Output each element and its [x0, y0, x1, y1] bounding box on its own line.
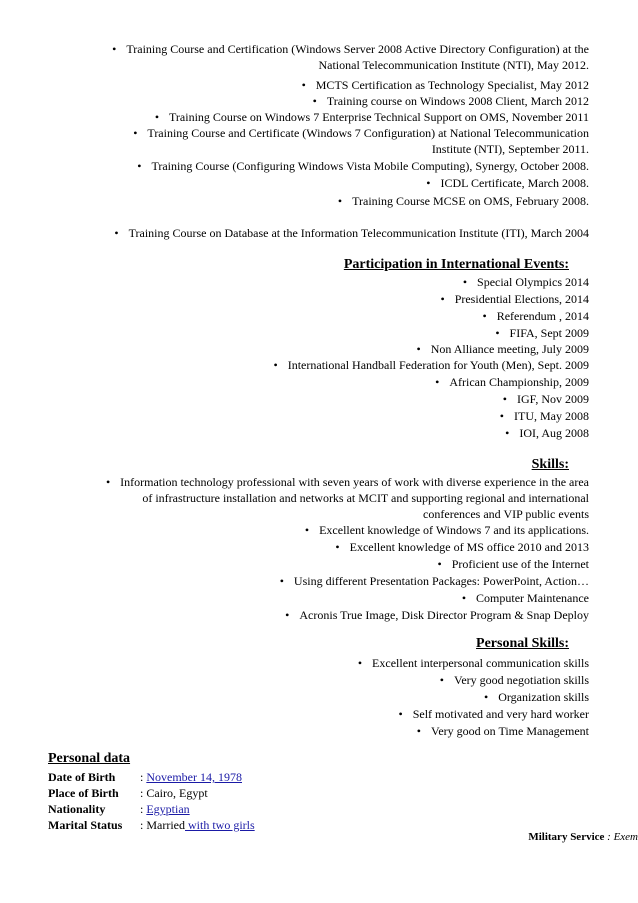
nationality-link[interactable]: Egyptian: [146, 802, 190, 816]
training-item: • Training Course (Configuring Windows Vista Mobile Computing), Synergy, October 2008.: [137, 158, 589, 174]
nationality-row: [48, 801, 190, 817]
skill-item: • Proficient use of the Internet: [438, 556, 590, 572]
dob-row: [48, 769, 242, 785]
pob-value: Cairo, Egypt: [146, 786, 208, 800]
marital-link[interactable]: with two girls: [185, 818, 255, 832]
event-item: • IOI, Aug 2008: [505, 425, 589, 441]
nationality-label: Nationality: [48, 802, 106, 816]
marital-sep: :: [140, 818, 147, 832]
skill-item: • Using different Presentation Packages: PowerPoint, Action…: [280, 573, 589, 589]
pob-row: [48, 785, 208, 801]
training-item: • MCTS Certification as Technology Specialist, May 2012: [302, 77, 589, 93]
event-item: • ITU, May 2008: [500, 408, 589, 424]
dob-sep: :: [140, 770, 147, 784]
personal-skills-heading: Personal Skills:: [476, 636, 569, 651]
personal-data-heading: Personal data: [48, 751, 131, 766]
training-item: • Training Course on Windows 7 Enterprise Technical Support on OMS, November 2011: [155, 109, 589, 125]
military-row: [528, 829, 638, 845]
nationality-sep: :: [140, 802, 147, 816]
training-item: • Training course on Windows 2008 Client, March 2012: [313, 93, 589, 109]
marital-row: [48, 817, 255, 833]
training-item: • Training Course MCSE on OMS, February 2008.: [338, 193, 589, 209]
pob-sep: :: [140, 786, 147, 800]
event-item: • Non Alliance meeting, July 2009: [416, 341, 589, 357]
event-item: • Referendum , 2014: [482, 308, 589, 324]
skill-item: • Computer Maintenance: [462, 590, 589, 606]
event-item: • IGF, Nov 2009: [503, 391, 589, 407]
personal-skill-item: • Very good negotiation skills: [440, 672, 589, 688]
skill-item: • Acronis True Image, Disk Director Program & Snap Deploy: [285, 607, 589, 623]
training-item: • Training Course on Database at the Information Telecommunication Institute (ITI), March 2004: [114, 225, 589, 241]
events-heading: Participation in International Events:: [343, 257, 569, 272]
training-item-cont: National Telecommunication Institute (NTI), May 2012.: [318, 58, 589, 72]
skills-intro-cont: of infrastructure installation and networks at MCIT and supporting regional and international: [142, 491, 589, 505]
event-item: • Presidential Elections, 2014: [440, 291, 589, 307]
pob-label: Place of Birth: [48, 786, 119, 800]
skill-item: • Excellent knowledge of MS office 2010 and 2013: [335, 539, 589, 555]
training-item: • Training Course and Certificate (Windows 7 Configuration) at National Telecommunication: [133, 125, 589, 141]
marital-value: Married: [146, 818, 185, 832]
event-item: • FIFA, Sept 2009: [495, 325, 589, 341]
personal-skill-item: • Very good on Time Management: [417, 723, 589, 739]
event-item: • Special Olympics 2014: [463, 274, 589, 290]
personal-skill-item: • Organization skills: [484, 689, 589, 705]
military-label: Military Service: [528, 831, 605, 843]
skill-item: • Excellent knowledge of Windows 7 and its applications.: [305, 522, 589, 538]
dob-label: Date of Birth: [48, 770, 116, 784]
training-item: • ICDL Certificate, March 2008.: [426, 175, 589, 191]
marital-label: Marital Status: [48, 818, 123, 832]
event-item: • African Championship, 2009: [435, 374, 589, 390]
training-item: • Training Course and Certification (Windows Server 2008 Active Directory Configuration) at the: [112, 41, 589, 57]
event-item: • International Handball Federation for Youth (Men), Sept. 2009: [274, 357, 589, 373]
military-value: : Exem: [607, 831, 638, 843]
skills-heading: Skills:: [531, 457, 569, 472]
training-item-cont: Institute (NTI), September 2011.: [431, 142, 589, 156]
dob-link[interactable]: November 14, 1978: [146, 770, 242, 784]
skills-intro-cont: conferences and VIP public events: [423, 507, 589, 521]
personal-skill-item: • Self motivated and very hard worker: [399, 706, 589, 722]
personal-skill-item: • Excellent interpersonal communication skills: [358, 655, 589, 671]
skills-intro: • Information technology professional with seven years of work with diverse experience in the area: [106, 474, 589, 490]
